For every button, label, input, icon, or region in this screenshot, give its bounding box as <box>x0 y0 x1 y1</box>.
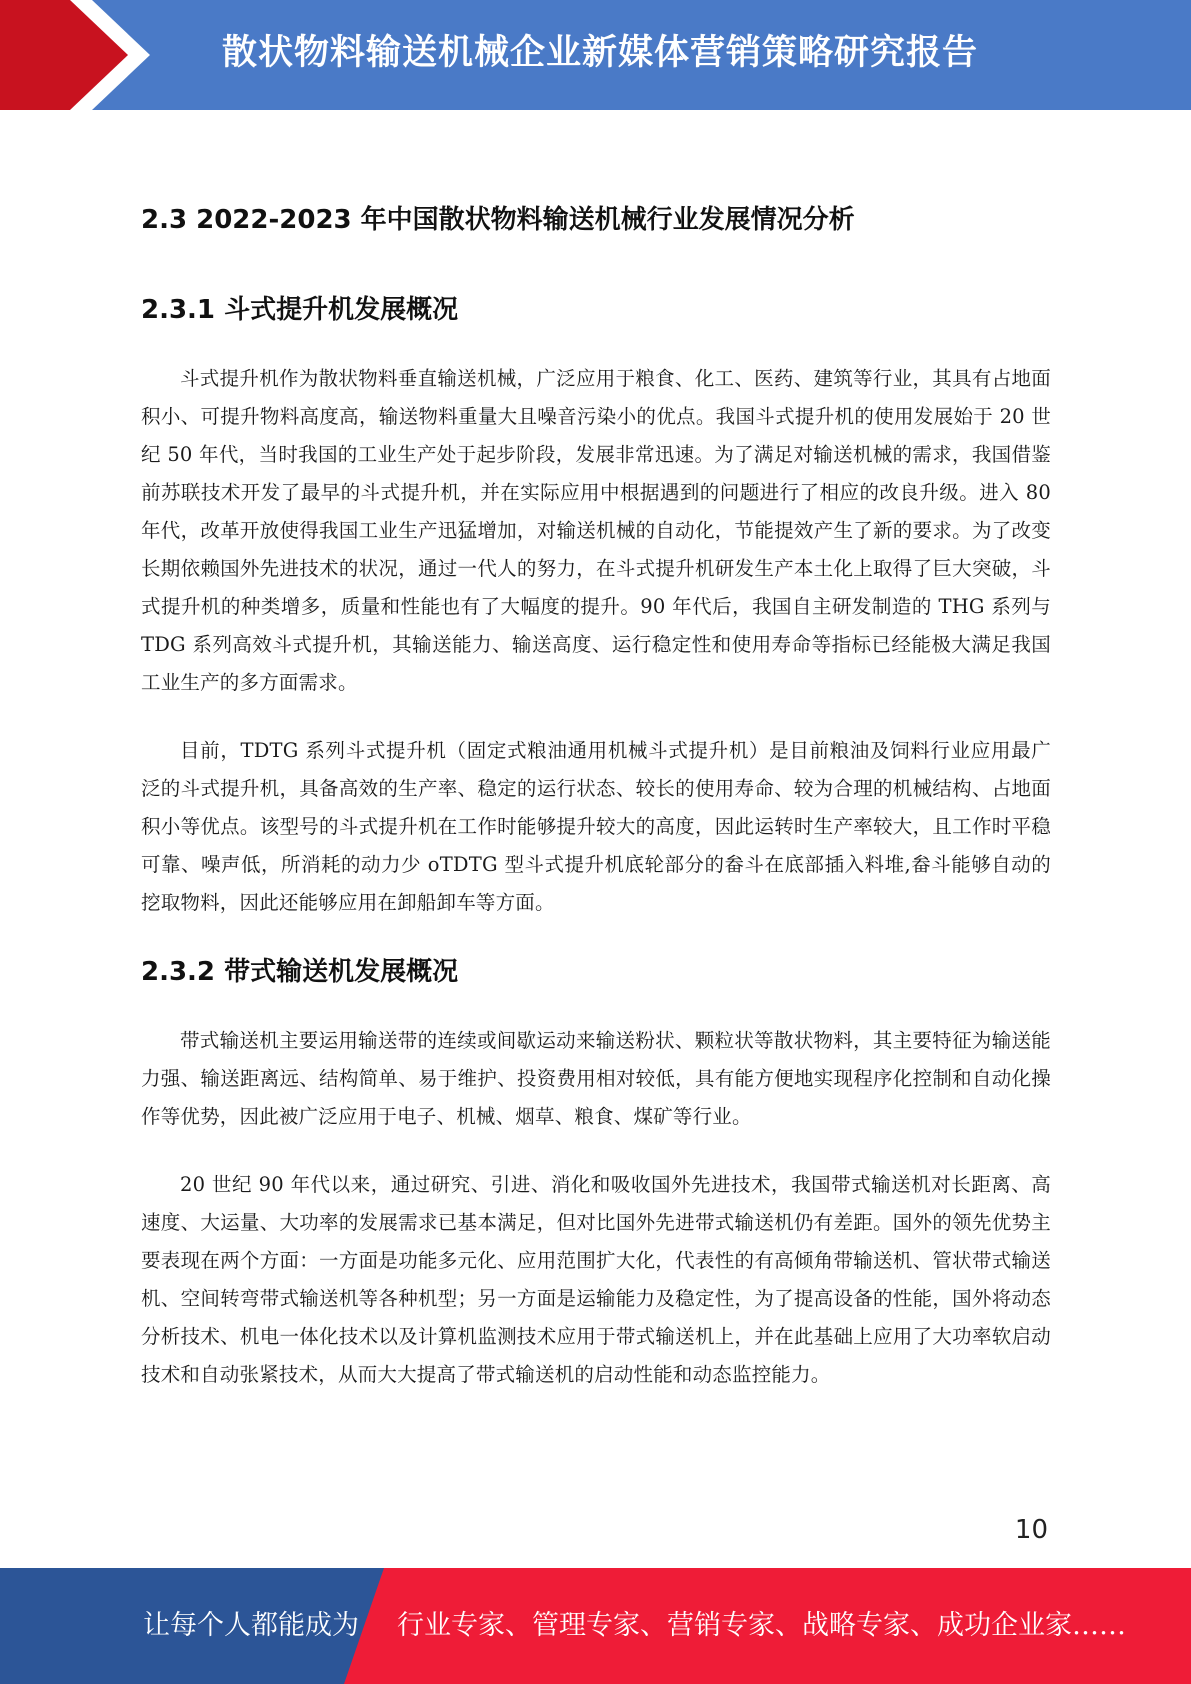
section-heading: 2.3 2022-2023 年中国散状物料输送机械行业发展情况分析 <box>141 205 855 235</box>
paragraph: 带式输送机主要运用输送带的连续或间歇运动来输送粉状、颗粒状等散状物料，其主要特征为输送能力强、输送距离远、结构简单、易于维护、投资费用相对较低，具有能方便地实现程序化控制和自动化操作等优势，因此被广泛应用于电子、机械、烟草、粮食、煤矿等行业。 <box>141 1029 1051 1128</box>
paragraph: 斗式提升机作为散状物料垂直输送机械，广泛应用于粮食、化工、医药、建筑等行业，其具有占地面积小、可提升物料高度高，输送物料重量大且噪音污染小的优点。我国斗式提升机的使用发展始于 20 世纪 50 年代，当时我国的工业生产处于起步阶段，发展非常迅速。为了满足对输送机械的需求，我国借鉴前苏联技术开发了最早的斗式提升机，并在实际应用中根据遇到的问题进行了相应的改良升级。进入 80 年代，改革开放使得我国工业生产迅猛增加，对输送机械的自动化，节能提效产生了新的要求。为了改变长期依赖国外先进技术的状况，通过一代人的努力，在斗式提升机研发生产本土化上取得了巨大突破，斗式提升机的种类增多，质量和性能也有了大幅度的提升。90 年代后，我国自主研发制造的 THG 系列与 TDG 系列高效斗式提升机，其输送能力、输送高度、运行稳定性和使用寿命等指标已经能极大满足我国工业生产的多方面需求。 <box>141 367 1051 694</box>
report-header <box>0 0 1191 110</box>
report-title: 散状物料输送机械企业新媒体营销策略研究报告 <box>222 33 979 73</box>
subsection-heading-bucket-elevator: 2.3.1 斗式提升机发展概况 <box>141 295 459 325</box>
paragraph: 20 世纪 90 年代以来，通过研究、引进、消化和吸收国外先进技术，我国带式输送机对长距离、高速度、大运量、大功率的发展需求已基本满足，但对比国外先进带式输送机仍有差距。国外的领先优势主要表现在两个方面：一方面是功能多元化、应用范围扩大化，代表性的有高倾角带输送机、管状带式输送机、空间转弯带式输送机等各种机型；另一方面是运输能力及稳定性，为了提高设备的性能，国外将动态分析技术、机电一体化技术以及计算机监测技术应用于带式输送机上，并在此基础上应用了大功率软启动技术和自动张紧技术，从而大大提高了带式输送机的启动性能和动态监控能力。 <box>141 1173 1051 1386</box>
page-content <box>141 190 1051 1394</box>
page-number: 10 <box>1014 1515 1048 1545</box>
paragraph: 目前，TDTG 系列斗式提升机（固定式粮油通用机械斗式提升机）是目前粮油及饲料行业应用最广泛的斗式提升机，具备高效的生产率、稳定的运行状态、较长的使用寿命、较为合理的机械结构、占地面积小等优点。该型号的斗式提升机在工作时能够提升较大的高度，因此运转时生产率较大，且工作时平稳可靠、噪声低，所消耗的动力少 oTDTG 型斗式提升机底轮部分的畚斗在底部插入料堆,畚斗能够自动的挖取物料，因此还能够应用在卸船卸车等方面。 <box>141 739 1051 914</box>
footer-slogan-right: 行业专家、管理专家、营销专家、战略专家、成功企业家…… <box>397 1610 1126 1641</box>
report-footer <box>0 1568 1191 1684</box>
chevron-arrow-icon <box>0 0 150 110</box>
footer-slogan-left: 让每个人都能成为 <box>143 1610 359 1641</box>
subsection-heading-belt-conveyor: 2.3.2 带式输送机发展概况 <box>141 957 459 987</box>
